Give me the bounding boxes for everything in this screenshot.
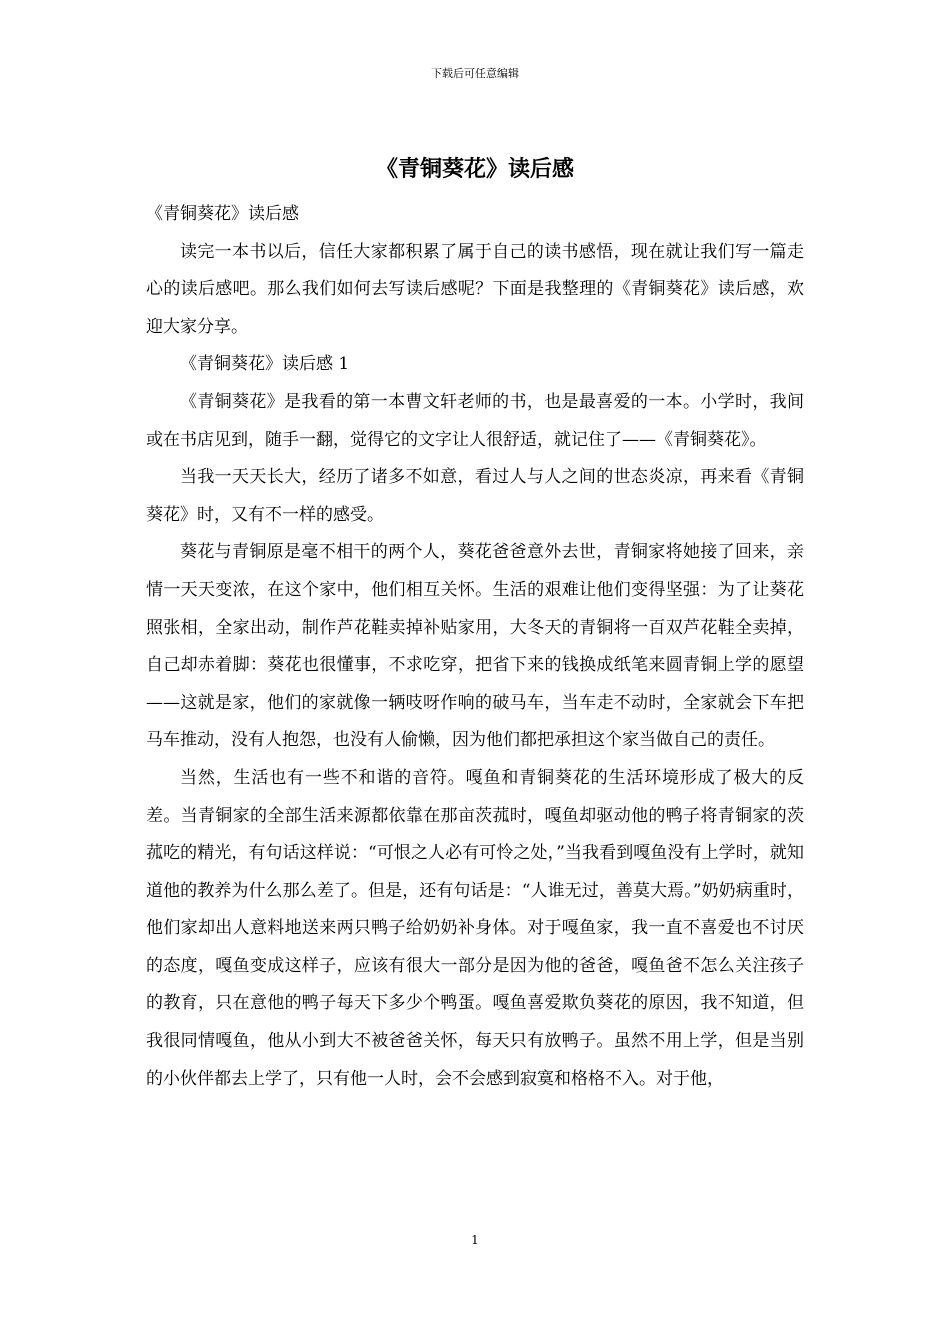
paragraph-intro: 读完一本书以后，信任大家都积累了属于自己的读书感悟，现在就让我们写一篇走心的读后感吧。那么我们如何去写读后感呢？下面是我整理的《青铜葵花》读后感，欢迎大家分享。	[146, 241, 804, 337]
document-title: 《青铜葵花》读后感	[375, 156, 574, 182]
document-body	[146, 196, 804, 1098]
section-heading: 《青铜葵花》读后感 1	[180, 354, 350, 375]
page-number: 1	[471, 1233, 479, 1247]
paragraph: 《青铜葵花》是我看的第一本曹文轩老师的书，也是最喜爱的一本。小学时，我间或在书店见到，随手一翻，觉得它的文字让人很舒适，就记住了——《青铜葵花》。	[146, 391, 804, 450]
header-note: 下载后可任意编辑	[431, 67, 519, 80]
document-subtitle: 《青铜葵花》读后感	[146, 204, 299, 224]
paragraph: 当我一天天长大，经历了诸多不如意，看过人与人之间的世态炎凉，再来看《青铜葵花》时，又有不一样的感受。	[146, 467, 804, 525]
paragraph: 当然，生活也有一些不和谐的音符。嘎鱼和青铜葵花的生活环境形成了极大的反差。当青铜家的全部生活来源都依靠在那亩茨菰时，嘎鱼却驱动他的鸭子将青铜家的茨菰吃的精光，有句话这样说：“可恨之人必有可怜之处，”当我看到嘎鱼没有上学时，就知道他的教养为什么那么差了。但是，还有句话是：“人谁无过，善莫大焉。”奶奶病重时，他们家却出人意料地送来两只鸭子给奶奶补身体。对于嘎鱼家，我一直不喜爱也不讨厌的态度，嘎鱼变成这样子，应该有很大一部分是因为他的爸爸，嘎鱼爸不怎么关注孩子的教育，只在意他的鸭子每天下多少个鸭蛋。嘎鱼喜爱欺负葵花的原因，我不知道，但我很同情嘎鱼，他从小到大不被爸爸关怀，每天只有放鸭子。虽然不用上学，但是当别的小伙伴都去上学了，只有他一人时，会不会感到寂寞和格格不入。对于他，	[146, 767, 804, 1089]
paragraph: 葵花与青铜原是毫不相干的两个人，葵花爸爸意外去世，青铜家将她接了回来，亲情一天天变浓，在这个家中，他们相互关怀。生活的艰难让他们变得坚强：为了让葵花照张相，全家出动，制作芦花鞋卖掉补贴家用，大冬天的青铜将一百双芦花鞋全卖掉，自己却赤着脚：葵花也很懂事，不求吃穿，把省下来的钱换成纸笔来圆青铜上学的愿望——这就是家，他们的家就像一辆吱呀作响的破马车，当车走不动时，全家就会下车把马车推动，没有人抱怨，也没有人偷懒，因为他们都把承担这个家当做自己的责任。	[146, 542, 804, 751]
